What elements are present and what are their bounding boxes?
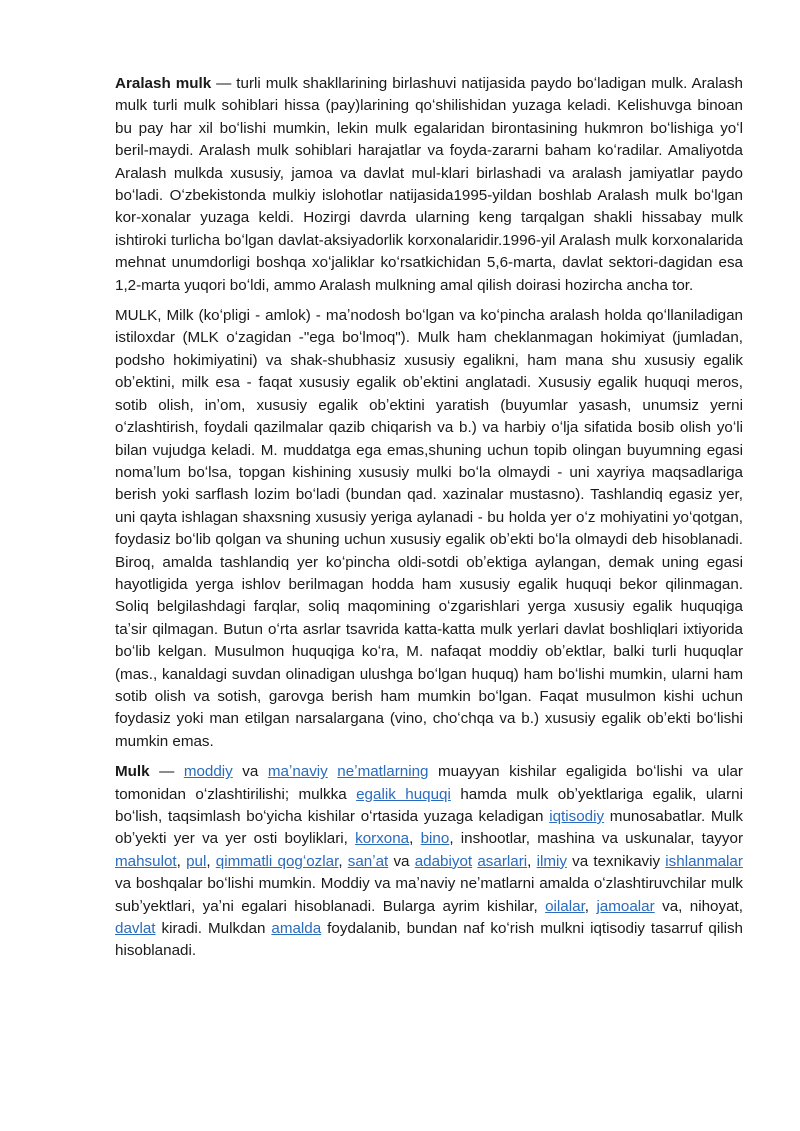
- paragraph-mulk-definition: [115, 761, 743, 963]
- text-segment: va, nihoyat,: [654, 897, 743, 915]
- term-mulk: Mulk: [115, 763, 150, 781]
- text-segment: va: [388, 852, 415, 870]
- paragraph-aralash-mulk: [115, 73, 743, 297]
- link-manaviy[interactable]: maʼnaviy: [267, 763, 328, 781]
- text-segment: —: [149, 763, 184, 781]
- link-korxona[interactable]: korxona: [355, 830, 410, 848]
- document-page: [115, 73, 743, 971]
- paragraph-text: — turli mulk shakllarining birlashuvi natijasida paydo boʻladigan mulk. Aralash mulk turli mulk sohiblari hissa (pay)larining qoʻshilishidan yuzaga keladi. Kelishuvga binoan bu pay har xil boʻlishi mumkin, lekin mulk egalaridan birontasining hukmron boʻlishiga yoʻl beril-maydi. Aralash mulk sohiblari harajatlar va foyda-zararni baham koʻradilar. Amaliyotda Aralash mulkda xususiy, jamoa va davlat mul-klari birlashadi va aralash jamiyatlar paydo boʻladi. Oʻzbekistonda mulkiy islohotlar natijasida1995-yildan boshlab Aralash mulk boʻlgan kor-xonalar yuzaga keldi. Hozirgi davrda ularning keng tarqalgan shakli hissabay mulk ishtiroki turlicha boʻlgan davlat-aksiyadorlik korxonalaridir.1996-yil Aralash mulk korxonalarida mehnat unumdorligi boshqa xoʻjaliklar koʻrsatkichidan 5,6-marta, davlat sektori-dagidan esa 1,2-marta yuqori boʻldi, ammo Aralash mulkning amal qilish doirasi hozircha ancha tor.: [115, 75, 743, 294]
- paragraph-mulk-milk: [115, 305, 743, 753]
- link-ilmiy[interactable]: ilmiy: [536, 852, 567, 870]
- text-segment: ,: [584, 897, 597, 915]
- text-segment: ,: [206, 852, 216, 870]
- link-moddiy[interactable]: moddiy: [183, 763, 233, 781]
- link-mahsulot[interactable]: mahsulot: [115, 852, 177, 870]
- link-amalda[interactable]: amalda: [271, 920, 322, 938]
- link-nematlarning[interactable]: neʼmatlarning: [337, 763, 429, 781]
- text-segment: ,: [527, 852, 537, 870]
- text-segment: va texnikaviy: [566, 852, 666, 870]
- link-egalik-huquqi[interactable]: egalik huquqi: [356, 785, 451, 803]
- text-segment: ,: [409, 830, 421, 848]
- link-pul[interactable]: pul: [186, 852, 207, 870]
- text-segment: hamda mulk obʼyektlariga egalik, ularni boʻlish, taqsimlash boʻyicha kishilar oʻrtasida yuzaga keladigan: [115, 785, 744, 825]
- text-segment: muayyan kishilar egaligida boʻlishi va ular tomonidan oʻzlashtirilishi; mulkka: [115, 763, 743, 803]
- link-oilalar[interactable]: oilalar: [545, 897, 585, 915]
- link-adabiyot[interactable]: adabiyot: [414, 852, 473, 870]
- link-jamoalar[interactable]: jamoalar: [596, 897, 655, 915]
- text-segment: va: [232, 763, 268, 781]
- text-segment: , inshootlar, mashina va uskunalar, tayyor: [449, 830, 743, 848]
- link-ishlanmalar[interactable]: ishlanmalar: [665, 852, 743, 870]
- term-aralash-mulk: Aralash mulk: [115, 75, 212, 92]
- text-segment: va boshqalar boʻlishi mumkin. Moddiy va maʼnaviy neʼmatlarni amalda oʻzlashtiruvchilar mulk subʼyektlari, yaʼni egalari hisoblanadi. Bularga ayrim kishilar,: [115, 875, 743, 915]
- link-iqtisodiy[interactable]: iqtisodiy: [549, 808, 605, 825]
- text-segment: ,: [176, 852, 187, 870]
- link-qimmatli-qogozlar[interactable]: qimmatli qogʻozlar: [215, 852, 339, 870]
- link-davlat[interactable]: davlat: [115, 920, 156, 938]
- link-asarlari[interactable]: asarlari: [477, 852, 528, 870]
- link-sanat[interactable]: sanʼat: [347, 852, 389, 870]
- text-segment: ,: [338, 852, 348, 870]
- text-segment: [328, 763, 338, 780]
- text-segment: foydalanib, bundan naf koʻrish mulkni iqtisodiy tasarruf qilish hisoblanadi.: [115, 920, 744, 960]
- text-segment: kiradi. Mulkdan: [155, 920, 272, 938]
- link-bino[interactable]: bino: [420, 830, 450, 848]
- paragraph-text: MULK, Milk (koʻpligi - amlok) - maʼnodosh boʻlgan va koʻpincha aralash holda qoʻllaniladigan istiloxdar (MLK oʻzagidan -"ega boʻlmoq"). Mulk ham cheklanmagan hokimiyat (jumladan, podsho hokimiyatini) va shak-shubhasiz xususiy egalikni, ham mana shu xususiy egalik obʼektini, milk esa - faqat xususiy egalik obʼektini anglatadi. Xususiy egalik huquqi meros, sotib olish, inʼom, xususiy egalik obʼektini yaratish (buyumlar yasash, unumsiz yerni oʻzlashtirish, foydali qazilmalar qazib chiqarish va b.) va harbiy oʻlja sifatida bosib olish yoʻli bilan vujudga keladi. M. muddatga ega emas,shuning uchun topib olingan buyumning egasi nomaʼlum boʻlsa, topgan kishining xususiy mulki boʻla olmaydi - uni xayriya maqsadlariga berish yoki sarflash lozim boʻladi (bundan qad. xazinalar mustasno). Tashlandiq egasiz yer, uni qayta ishlagan shaxsning xususiy yeriga aylanadi - bu holda yer oʻz mohiyatini yoʻqotgan, foydasiz boʻlib qolgan va shuning uchun xususiy egalik obʼekti boʻla olmaydi deb hisoblanadi. Biroq, amalda tashlandiq yer koʻpincha oldi-sotdi obʼektiga aylangan, demak uning egasi hayotligida yerga ishlov berilmagan hodda ham xususiy egalik huquqi bekor qilinmagan. Soliq belgilashdagi farqlar, soliq maqomining oʻzgarishlari yerga xususiy egalik huquqiga taʼsir qilmagan. Butun oʻrta asrlar tsavrida katta-katta mulk yerlari davlat boshliqlari ixtiyorida boʻlib kelgan. Musulmon huquqiga koʻra, M. nafaqat moddiy obʼektlar, balki turli huquqlar (mas., kanaldagi suvdan olinadigan ulushga boʻlgan huquq) ham boʻlishi mumkin, ularni ham sotib olish va sotish, garovga berish ham mumkin boʻlgan. Faqat musulmon kishi uchun foydasiz yoki man etilgan narsalargana (vino, choʻchqa va b.) xususiy egalik obʼekti boʻlishi mumkin emas.: [115, 307, 743, 750]
- text-segment: munosabatlar. Mulk obʼyekti yer va yer osti boyliklari,: [115, 808, 743, 848]
